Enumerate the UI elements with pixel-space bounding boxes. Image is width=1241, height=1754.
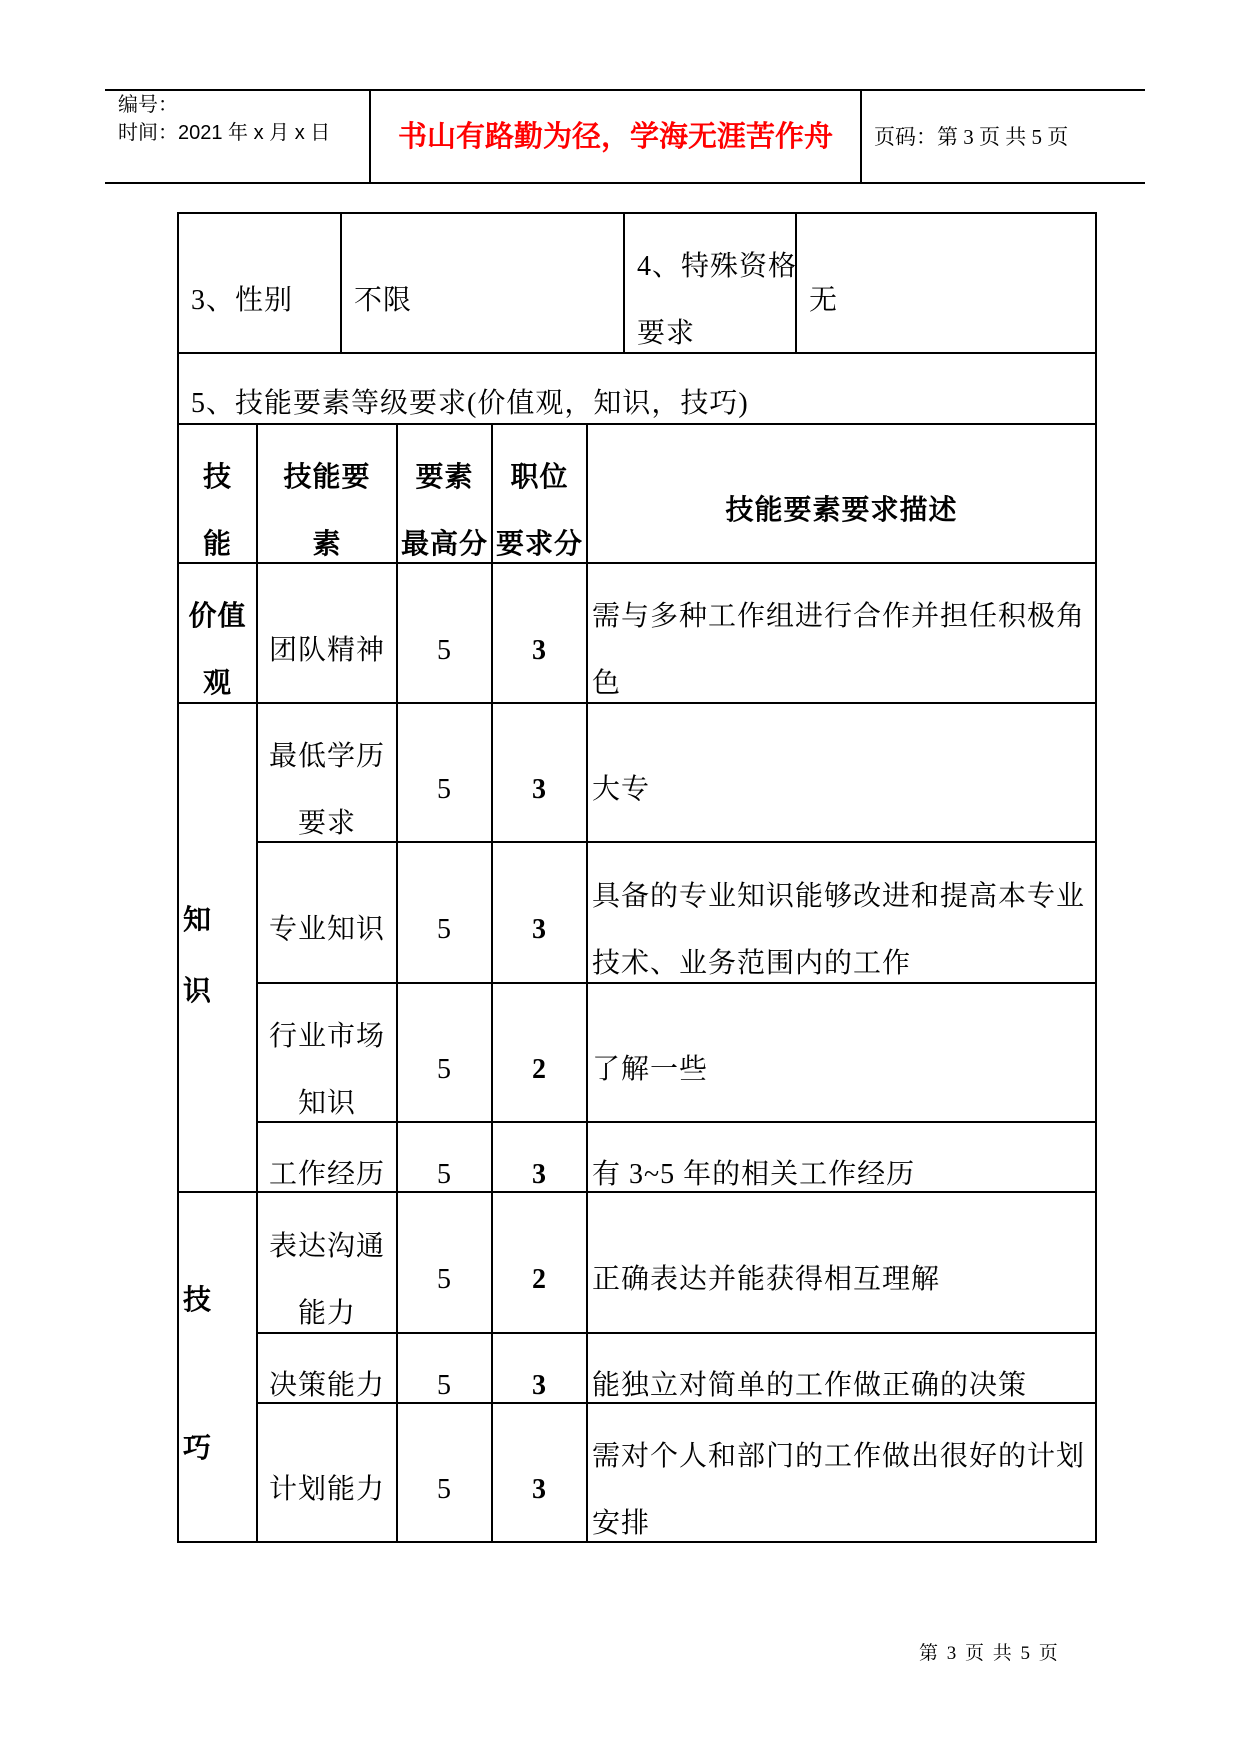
document-number-label: 编号： <box>118 94 178 116</box>
header-page-indicator: 页码：第 3 页 共 5 页 <box>874 125 1069 149</box>
required-score-cell <box>492 1192 587 1333</box>
category-line-gap <box>183 1338 256 1412</box>
description-line: 色 <box>592 668 622 699</box>
category-line: 巧 <box>183 1433 213 1464</box>
header-category-line: 技 <box>202 461 232 493</box>
skill-element: 团队精神 <box>268 634 385 666</box>
required-score-cell <box>492 703 587 842</box>
qualification-label-line: 4、特殊资格 <box>637 251 798 282</box>
required-score: 3 <box>532 1369 547 1401</box>
max-score: 5 <box>437 1369 452 1401</box>
max-score: 5 <box>437 774 452 805</box>
skill-row <box>178 983 1096 1122</box>
gender-value-cell <box>341 213 624 353</box>
required-score-cell <box>492 842 587 983</box>
skill-element-line: 要求 <box>297 807 356 839</box>
description-cell <box>587 1122 1096 1192</box>
header-max-score-line: 最高分 <box>400 528 488 560</box>
description-cell <box>587 983 1096 1122</box>
category-line: 知 <box>183 904 213 936</box>
max-score-cell <box>397 1333 492 1403</box>
description-line: 正确表达并能获得相互理解 <box>592 1264 941 1295</box>
header-description: 技能要素要求描述 <box>725 495 958 526</box>
skill-element-line: 表达沟通 <box>268 1230 385 1262</box>
qualification-label-line: 要求 <box>637 318 696 349</box>
skill-row <box>178 1192 1096 1333</box>
description-cell <box>587 842 1096 983</box>
section-title: 5、技能要素等级要求(价值观，知识，技巧) <box>191 388 749 419</box>
skill-element: 决策能力 <box>268 1369 385 1401</box>
qualification-label-cell <box>624 213 796 353</box>
category-cell <box>178 1192 257 1542</box>
header-category-cell <box>178 424 257 563</box>
max-score-cell <box>397 1122 492 1192</box>
required-score-cell <box>492 1333 587 1403</box>
description-line: 需与多种工作组进行合作并担任积极角 <box>592 601 1086 632</box>
description-line: 能独立对简单的工作做正确的决策 <box>592 1369 1028 1401</box>
description-line: 有 3~5 年的相关工作经历 <box>592 1158 916 1190</box>
description-cell <box>587 563 1096 703</box>
description-cell <box>587 703 1096 842</box>
skill-element: 工作经历 <box>268 1158 385 1190</box>
required-score: 2 <box>532 1054 547 1085</box>
max-score: 5 <box>437 1264 452 1295</box>
max-score: 5 <box>437 634 452 666</box>
required-score: 3 <box>532 774 547 805</box>
max-score: 5 <box>437 1054 452 1085</box>
skill-row <box>178 842 1096 983</box>
skill-element-line: 知识 <box>297 1087 356 1119</box>
required-score: 2 <box>532 1264 547 1295</box>
gender-label: 3、性别 <box>191 284 294 316</box>
description-line: 了解一些 <box>592 1054 709 1085</box>
category-line: 价值 <box>188 601 247 632</box>
header-motto: 书山有路勤为径，学海无涯苦作舟 <box>397 121 833 153</box>
skill-element-line: 能力 <box>297 1297 356 1329</box>
header-top-rule <box>105 89 1145 91</box>
max-score-cell <box>397 842 492 983</box>
header-required-score-line: 要求分 <box>495 528 583 560</box>
skill-row <box>178 563 1096 703</box>
max-score-cell <box>397 703 492 842</box>
info-row <box>178 213 1096 353</box>
header-element-line: 技能要 <box>283 461 371 493</box>
skill-element-cell <box>257 703 397 842</box>
max-score: 5 <box>437 1474 452 1505</box>
description-line: 技术、业务范围内的工作 <box>592 947 912 979</box>
skill-element: 专业知识 <box>268 914 385 945</box>
header-required-score-cell <box>492 424 587 563</box>
footer-page-number: 第 3 页 共 5 页 <box>919 1643 1058 1664</box>
required-score: 3 <box>532 1158 547 1190</box>
header-bottom-rule <box>105 182 1145 184</box>
required-score: 3 <box>532 914 547 945</box>
job-info-table <box>177 212 1097 425</box>
description-cell <box>587 1333 1096 1403</box>
category-line: 观 <box>202 668 232 699</box>
skill-element-cell <box>257 563 397 703</box>
header-description-cell <box>587 424 1096 563</box>
description-line: 具备的专业知识能够改进和提高本专业 <box>592 880 1086 912</box>
skill-row <box>178 703 1096 842</box>
skill-element-cell <box>257 983 397 1122</box>
qualification-value: 无 <box>809 284 839 316</box>
skill-element-cell <box>257 1403 397 1542</box>
skill-element-line: 最低学历 <box>268 740 385 772</box>
max-score-cell <box>397 983 492 1122</box>
max-score: 5 <box>437 914 452 945</box>
max-score-cell <box>397 1403 492 1542</box>
max-score-cell <box>397 563 492 703</box>
required-score-cell <box>492 563 587 703</box>
skill-element-line: 行业市场 <box>268 1020 385 1052</box>
header-max-score-line: 要素 <box>415 461 474 493</box>
category-cell <box>178 563 257 703</box>
header-divider-right <box>860 89 862 184</box>
skill-element-cell <box>257 1192 397 1333</box>
header-required-score-line: 职位 <box>510 461 569 493</box>
max-score-cell <box>397 1192 492 1333</box>
table-header-row <box>178 424 1096 563</box>
category-cell <box>178 703 257 1192</box>
skill-element-cell <box>257 842 397 983</box>
header-element-line: 素 <box>312 528 342 560</box>
max-score: 5 <box>437 1158 452 1190</box>
description-line: 大专 <box>592 774 651 805</box>
qualification-label <box>637 233 798 367</box>
skill-element: 计划能力 <box>268 1474 385 1505</box>
header-max-score-cell <box>397 424 492 563</box>
required-score: 3 <box>532 634 547 666</box>
gender-value: 不限 <box>354 284 413 316</box>
category-line: 技 <box>183 1285 213 1316</box>
description-line: 需对个人和部门的工作做出很好的计划 <box>592 1440 1086 1472</box>
skill-row <box>178 1403 1096 1542</box>
required-score-cell <box>492 1403 587 1542</box>
description-line: 安排 <box>592 1507 651 1539</box>
gender-label-cell <box>178 213 341 353</box>
document-date-label: 时间：2021 年 x 月 x 日 <box>118 122 331 144</box>
header-category-line: 能 <box>202 528 232 560</box>
description-cell <box>587 1403 1096 1542</box>
description-cell <box>587 1192 1096 1333</box>
required-score-cell <box>492 1122 587 1192</box>
header-element-cell <box>257 424 397 563</box>
skills-requirement-table <box>177 423 1097 1543</box>
qualification-value-cell <box>796 213 1096 353</box>
required-score-cell <box>492 983 587 1122</box>
category-line: 识 <box>183 975 213 1007</box>
required-score: 3 <box>532 1474 547 1505</box>
